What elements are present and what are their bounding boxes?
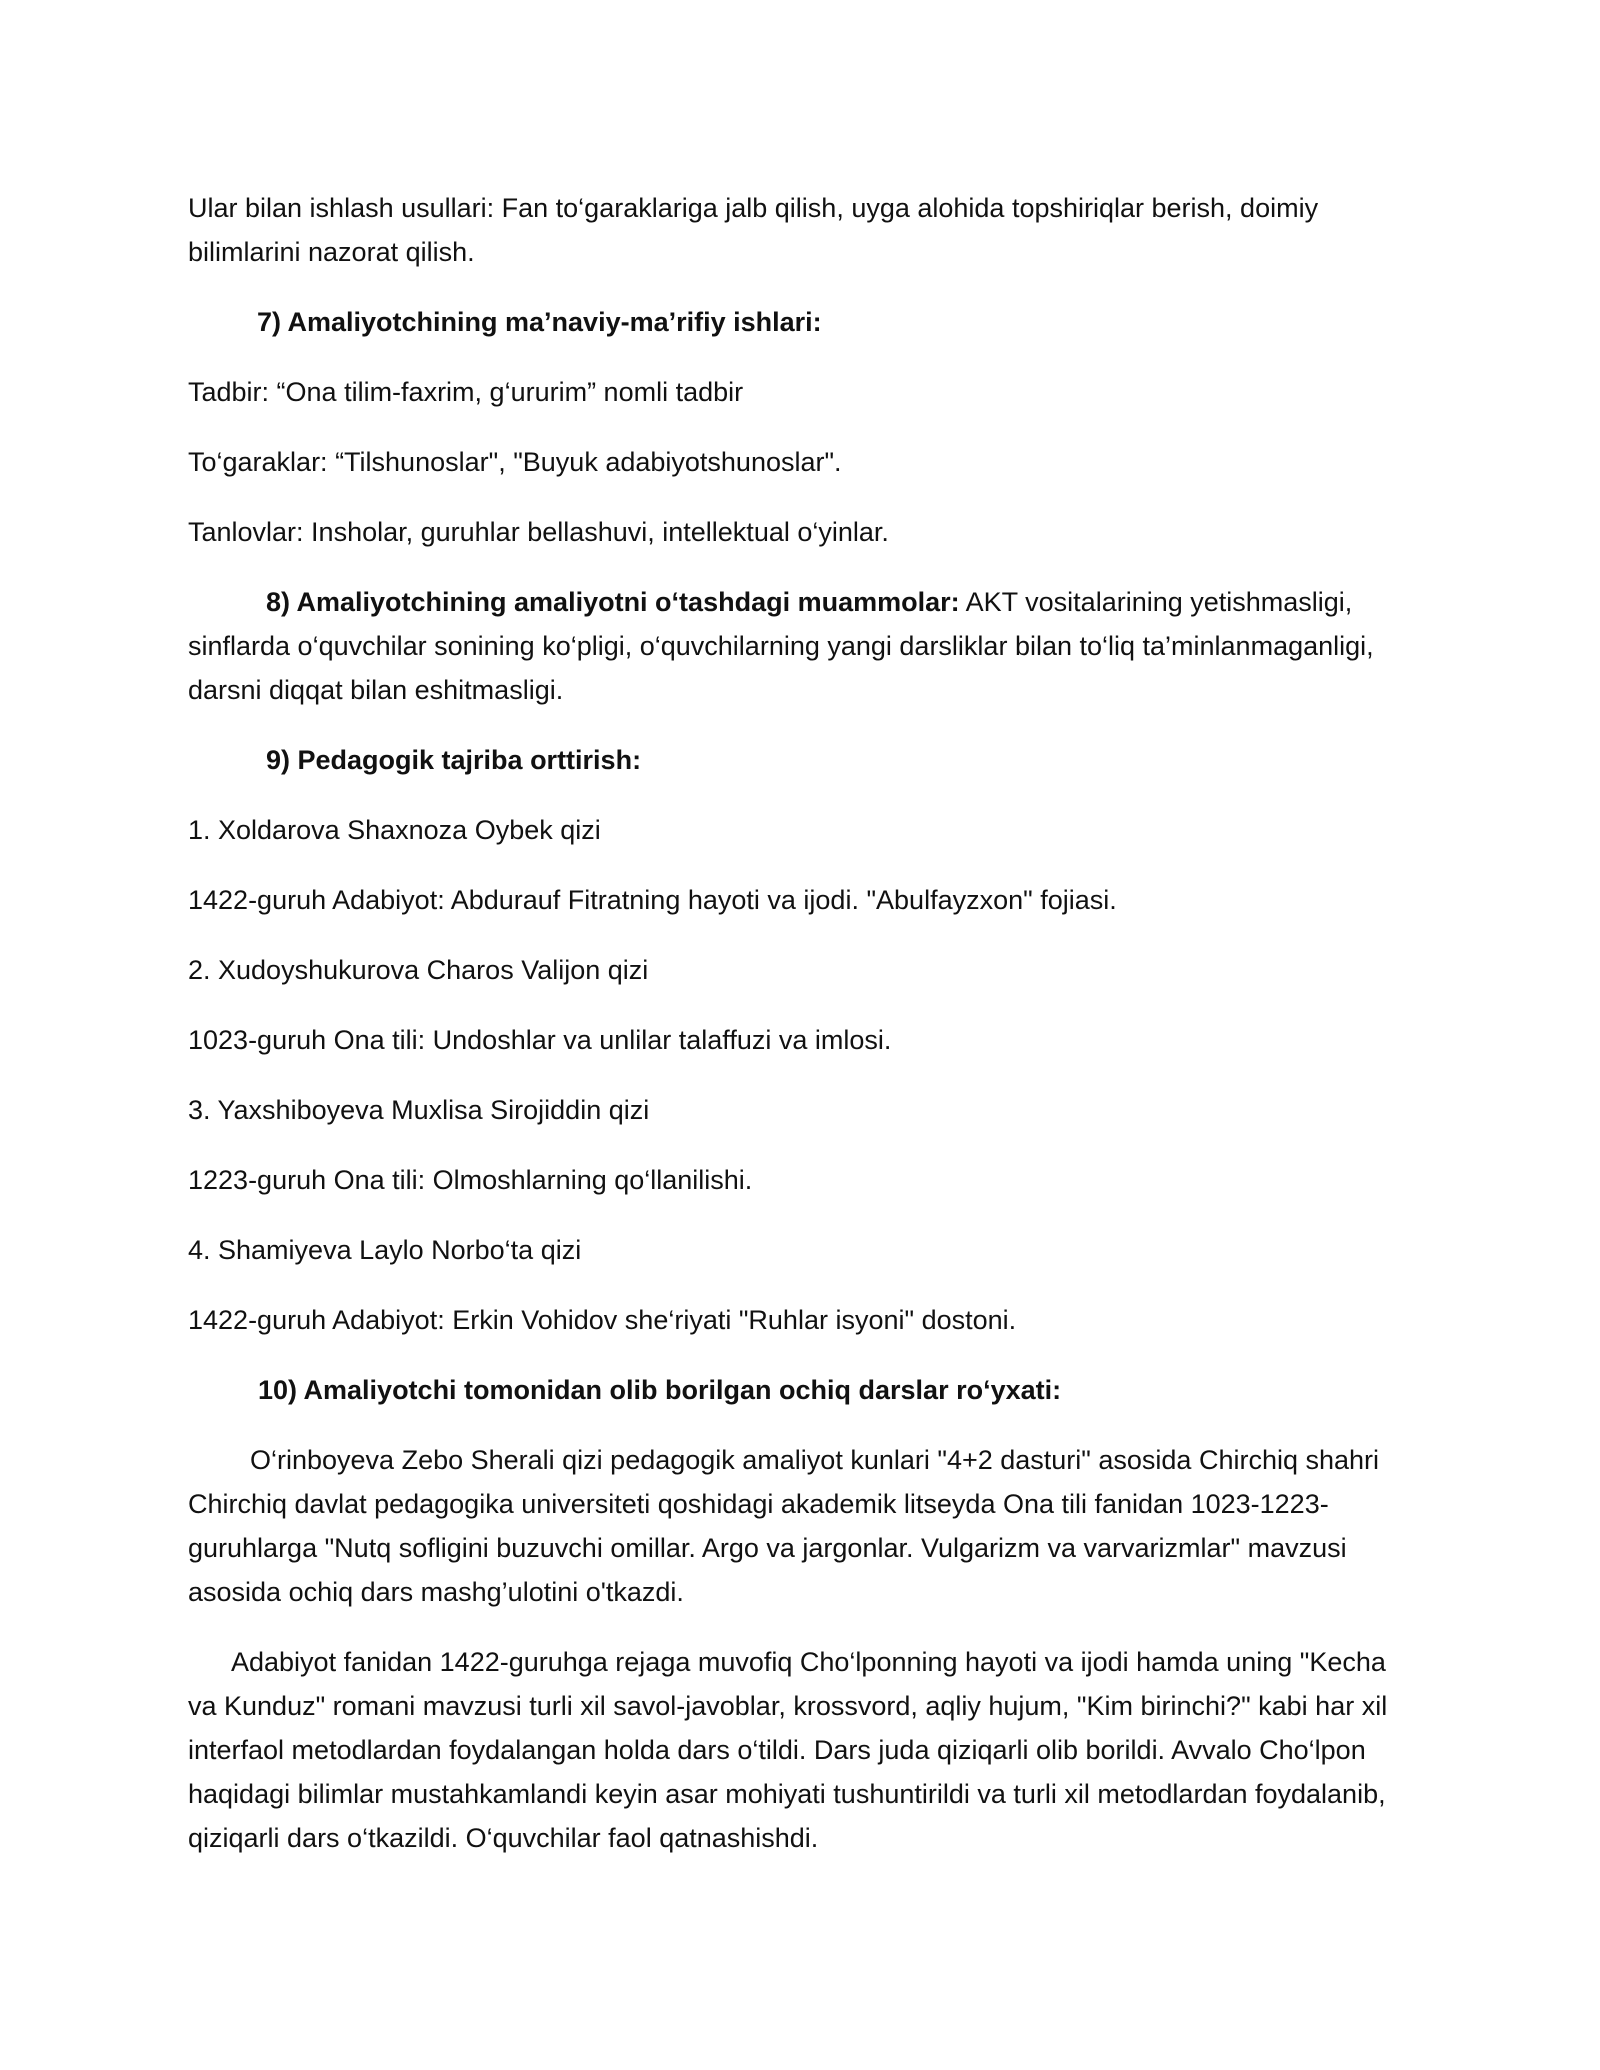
section-8-heading: 8) Amaliyotchining amaliyotni o‘tashdagi muammolar: [266, 587, 960, 617]
open-lesson-paragraph-2: Adabiyot fanidan 1422-guruhga rejaga muvofiq Cho‘lponning hayoti va ijodi hamda uning "Kecha va Kunduz" romani mavzusi turli xil savol-javoblar, krossvord, aqliy hujum, "Kim birinchi?" kabi har xil interfaol metodlardan foydalangan holda dars o‘tildi. Dars juda qiziqarli olib borildi. Avvalo Cho‘lpon haqidagi bilimlar mustahkamlandi keyin asar mohiyati tushuntirildi va turli xil metodlardan foydalanib, qiziqarli dars o‘tkazildi. O‘quvchilar faol qatnashishdi. [188, 1647, 1388, 1853]
open-lesson-paragraph-1: O‘rinboyeva Zebo Sherali qizi pedagogik amaliyot kunlari "4+2 dasturi" asosida Chirchiq shahri Chirchiq davlat pedagogika universiteti qoshidagi akademik litseyda Ona tili fanidan 1023-1223-guruhlarga "Nutq sofligini buzuvchi omillar. Argo va jargonlar. Vulgarizm va varvarizmlar" mavzusi asosida ochiq dars mashg’ulotini o'tkazdi. [188, 1445, 1380, 1607]
list-item-lesson: 1223-guruh Ona tili: Olmoshlarning qo‘llanilishi. [188, 1165, 753, 1195]
list-item-lesson: 1422-guruh Adabiyot: Erkin Vohidov she‘riyati "Ruhlar isyoni" dostoni. [188, 1305, 1017, 1335]
document-page [188, 186, 1413, 1860]
section-9-heading: 9) Pedagogik tajriba orttirish: [266, 745, 642, 775]
list-item-name: 4. Shamiyeva Laylo Norbo‘ta qizi [188, 1235, 582, 1265]
list-item-name: 3. Yaxshiboyeva Muxlisa Sirojiddin qizi [188, 1095, 650, 1125]
section-10-heading: 10) Amaliyotchi tomonidan olib borilgan ochiq darslar ro‘yxati: [258, 1375, 1062, 1405]
list-item-lesson: 1422-guruh Adabiyot: Abdurauf Fitratning hayoti va ijodi. "Abulfayzxon" fojiasi. [188, 885, 1117, 915]
tanlovlar-line: Tanlovlar: Insholar, guruhlar bellashuvi, intellektual o‘yinlar. [188, 517, 889, 547]
intro-paragraph: Ular bilan ishlash usullari: Fan to‘garaklariga jalb qilish, uyga alohida topshiriqlar berish, doimiy bilimlarini nazorat qilish. [188, 193, 1319, 267]
list-item-name: 2. Xudoyshukurova Charos Valijon qizi [188, 955, 649, 985]
section-8-text: AKT vositalarining yetishmasligi, sinflarda o‘quvchilar sonining ko‘pligi, o‘quvchilarning yangi darsliklar bilan to‘liq ta’minlanmaganligi, darsni diqqat bilan eshitmasligi. [188, 587, 1374, 705]
togaraklar-line: To‘garaklar: “Tilshunoslar", "Buyuk adabiyotshunoslar". [188, 447, 842, 477]
section-8-paragraph [188, 580, 1413, 712]
tadbir-line: Tadbir: “Ona tilim-faxrim, g‘ururim” nomli tadbir [188, 377, 744, 407]
list-item-name: 1. Xoldarova Shaxnoza Oybek qizi [188, 815, 601, 845]
section-7-heading: 7) Amaliyotchining ma’naviy-ma’rifiy ishlari: [257, 307, 822, 337]
list-item-lesson: 1023-guruh Ona tili: Undoshlar va unlilar talaffuzi va imlosi. [188, 1025, 892, 1055]
